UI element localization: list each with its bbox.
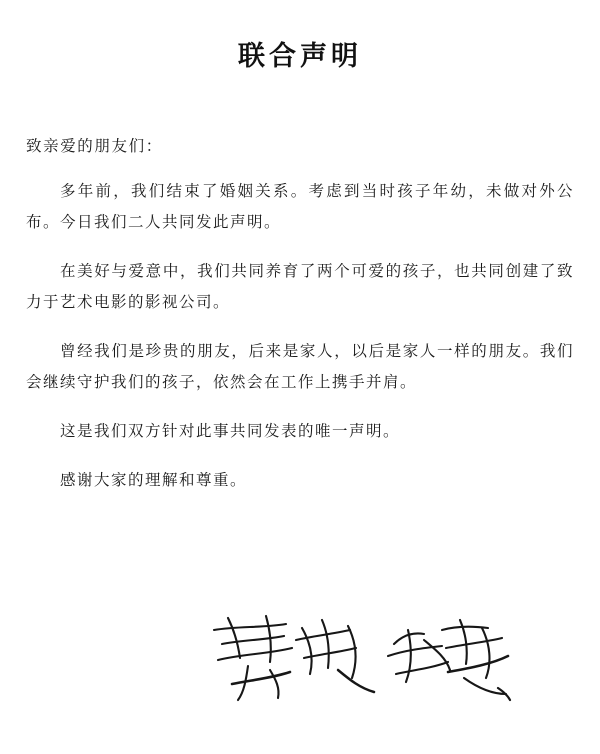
salutation: 致亲爱的朋友们：: [26, 137, 163, 155]
signature-area: [0, 570, 600, 710]
document-body: [0, 135, 600, 496]
page-title: 联合声明: [238, 41, 362, 72]
paragraph-2: 在美好与爱意中，我们共同养育了两个可爱的孩子，也共同创建了致力于艺术电影的影视公司。: [26, 262, 574, 312]
paragraph-3: 曾经我们是珍贵的朋友，后来是家人，以后是家人一样的朋友。我们会继续守护我们的孩子，依然会在工作上携手并肩。: [26, 342, 574, 392]
paragraph-4: 这是我们双方针对此事共同发表的唯一声明。: [60, 422, 401, 441]
paragraph-5: 感谢大家的理解和尊重。: [60, 471, 248, 490]
handwritten-signature-icon: [198, 600, 518, 710]
paragraph-1: 多年前，我们结束了婚姻关系。考虑到当时孩子年幼，未做对外公布。今日我们二人共同发此声明。: [26, 182, 574, 232]
